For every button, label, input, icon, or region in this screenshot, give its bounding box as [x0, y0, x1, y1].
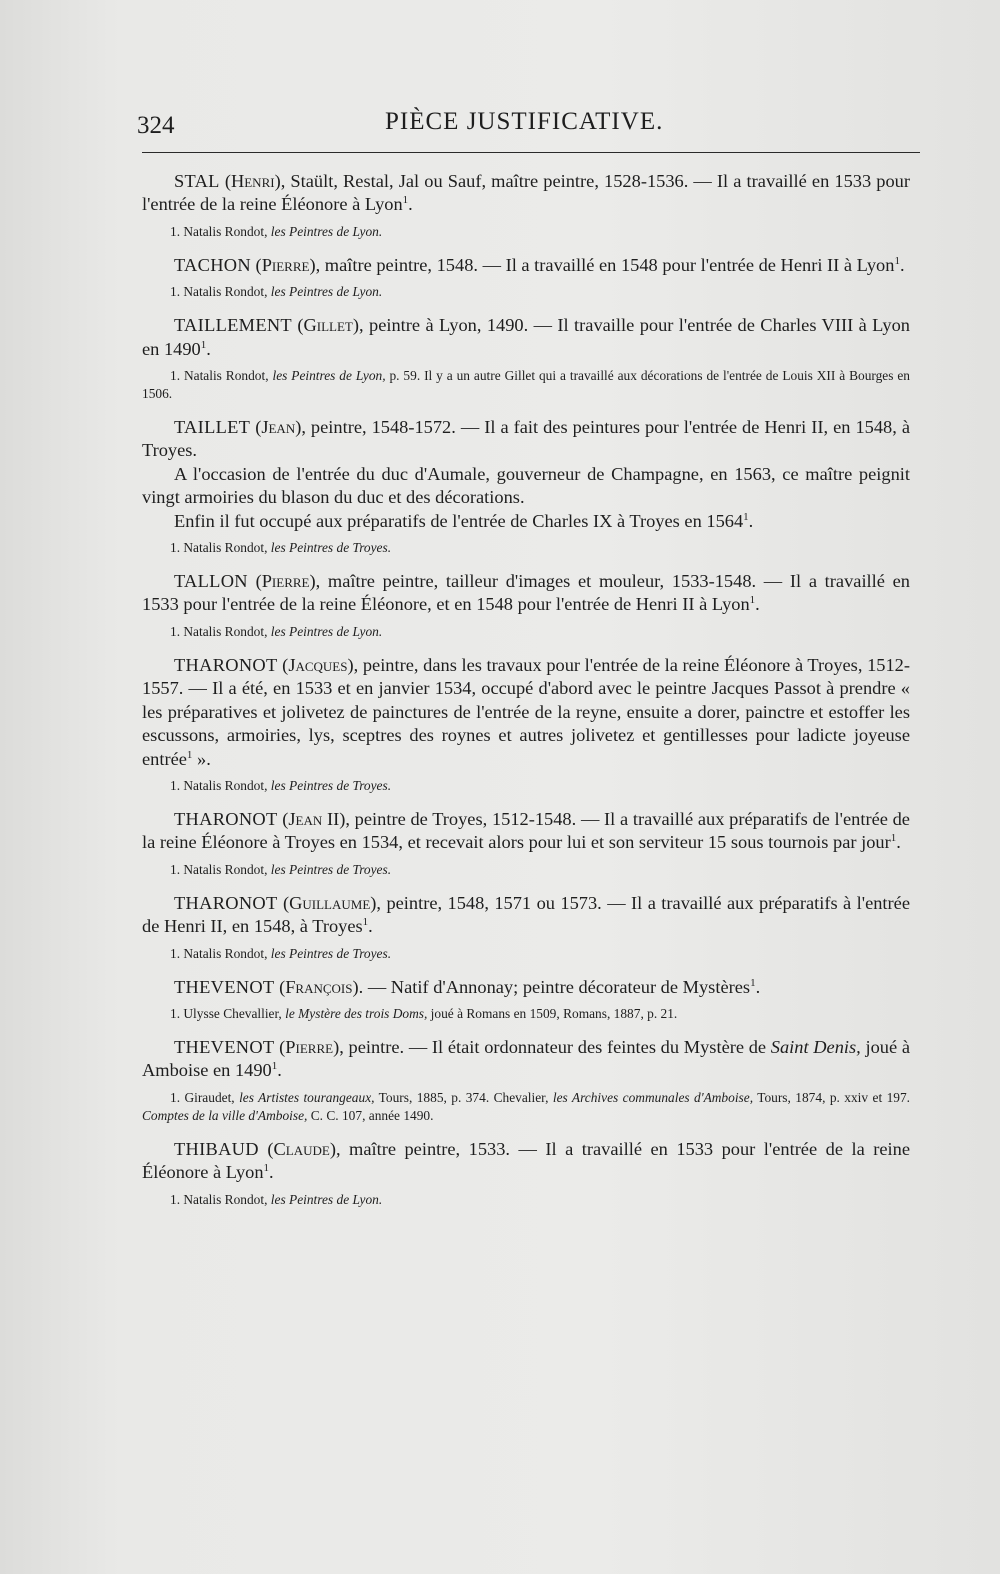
- entry-body: THARONOT (Guillaume), peintre, 1548, 1571 ou 1573. — Il a travaillé aux préparatifs à l'entrée de Henri II, en 1548, à Troyes$^1$.: [142, 892, 910, 937]
- running-title: PIÈCE JUSTIFICATIVE.: [385, 108, 664, 135]
- footnote-author: 1. Natalis Rondot,: [170, 861, 271, 877]
- entry-name: TACHON: [174, 254, 251, 275]
- entry-body: TAILLEMENT (Gillet), peintre à Lyon, 1490. — Il travaille pour l'entrée de Charles VIII à Lyon en 1490$^1$.: [142, 315, 910, 359]
- entry-taillet: [142, 416, 910, 557]
- footnote-ref: 1: [749, 594, 756, 607]
- entry-description-end: joué à Amboise en 1490: [142, 1036, 911, 1081]
- footnote-title-2: les Archives communales d'Amboise,: [552, 1089, 754, 1105]
- entry-description: , peintre de Troyes, 1512-1548. — Il a travaillé aux préparatifs de l'entrée de la reine Éléonore à Troyes en 1534, et recevait alors pour lui et son serviteur 15 sous tournois par jour: [142, 808, 910, 853]
- entry-firstname: Gillet: [303, 315, 353, 336]
- entry-firstname: Claude: [273, 1138, 330, 1159]
- footnote-ref: 1: [186, 748, 193, 761]
- entry-firstname: Henri: [230, 171, 275, 191]
- entry-thevenot-pierre: [142, 1036, 910, 1125]
- entry-period: .: [277, 1060, 282, 1081]
- entry-body: THARONOT (Jacques), peintre, dans les travaux pour l'entrée de la reine Éléonore à Troyes, 1512-1557. — Il a été, en 1533 et en janvier 1534, occupé d'abord avec le peintre Jacques Passot à prendre « les préparatives et jolivetez de painctures de l'entrée de la reyne, ensuite a dorer, painctre et estoffer les escussons, armoiries, lys, sceptres des roynes et autres jolivetez et gentillesses pour ladicte joyeuse entrée$^1$ ».: [142, 654, 910, 769]
- footnote-ref: 1: [271, 1060, 278, 1073]
- header-rule: [142, 152, 920, 153]
- entry-body: TALLON (Pierre), maître peintre, tailleur d'images et mouleur, 1533-1548. — Il a travaillé en 1533 pour l'entrée de la reine Éléonore, et en 1548 pour l'entrée de Henri II à Lyon$^1$.: [142, 571, 910, 615]
- footnote-author: 1. Natalis Rondot,: [170, 284, 271, 300]
- entries-list: [142, 170, 910, 1222]
- entry-description: , peintre à Lyon, 1490. — Il travaille pour l'entrée de Charles VIII à Lyon en 1490: [142, 315, 910, 359]
- footnote-title: les Peintres de Lyon,: [272, 368, 386, 384]
- entry-firstname: Jean II: [288, 808, 340, 829]
- footnote: [142, 223, 910, 241]
- entry-firstname: Guillaume: [289, 892, 371, 913]
- entry-description: , maître peintre, 1533. — Il a travaillé en 1533 pour l'entrée de la reine Éléonore à Lyon: [142, 1138, 910, 1183]
- footnote-detail: p. 59. Il y a un autre Gillet qui a travaillé aux décorations de l'entrée de Louis XII à Bourges en 1506.: [142, 368, 911, 402]
- entry-period: .: [755, 594, 760, 615]
- footnote-title: les Peintres de Lyon.: [270, 1191, 383, 1207]
- entry-name: THIBAUD: [174, 1138, 259, 1159]
- footnote-author: 1. Ulysse Chevallier,: [170, 1005, 286, 1021]
- entry-body: TACHON (Pierre), maître peintre, 1548. — Il a travaillé en 1548 pour l'entrée de Henri II à Lyon$^1$.: [174, 254, 905, 275]
- footnote-ref: 1: [894, 254, 900, 267]
- footnote-detail: joué à Romans en 1509, Romans, 1887, p. 21.: [427, 1005, 678, 1021]
- footnote-detail: Tours, 1885, p. 374. Chevalier,: [374, 1089, 553, 1105]
- entry-firstname: Jacques: [288, 654, 348, 675]
- entry-period: .: [899, 254, 905, 275]
- footnote-author: 1. Natalis Rondot,: [170, 368, 273, 384]
- entry-firstname: François: [285, 976, 353, 997]
- entry-body: THEVENOT (François). — Natif d'Annonay; peintre décorateur de Mystères$^1$.: [174, 976, 761, 997]
- entry-taillement: [142, 314, 910, 403]
- entry-firstname: Pierre: [285, 1036, 334, 1057]
- entry-body: THARONOT (Jean II), peintre de Troyes, 1512-1548. — Il a travaillé aux préparatifs de l'entrée de la reine Éléonore à Troyes en 1534, et recevait alors pour lui et son serviteur 15 sous tournois par jour$^1$.: [142, 808, 910, 853]
- entry-paragraph: [142, 510, 910, 533]
- footnote: [142, 1191, 910, 1209]
- entry-thevenot-francois: [142, 976, 910, 1023]
- footnote-ref: 1: [200, 338, 207, 351]
- entry-tallon: [142, 570, 910, 641]
- page-header: [137, 108, 918, 148]
- entry-body: STAL (Henri), Staült, Restal, Jal ou Sauf, maître peintre, 1528-1536. — Il a travaillé en 1533 pour l'entrée de la reine Éléonore à Lyon$^1$.: [142, 171, 910, 215]
- entry-body: THIBAUD (Claude), maître peintre, 1533. — Il a travaillé en 1533 pour l'entrée de la reine Éléonore à Lyon$^1$.: [142, 1138, 910, 1183]
- entry-paragraph-text: Enfin il fut occupé aux préparatifs de l'entrée de Charles IX à Troyes en 1564: [174, 510, 744, 531]
- entry-description: , peintre. — Il était ordonnateur des feintes du Mystère de: [339, 1036, 771, 1057]
- entry-thibaud: [142, 1138, 910, 1209]
- entry-name: THARONOT: [174, 808, 278, 829]
- entry-name: TAILLET: [174, 417, 251, 438]
- entry-name: THEVENOT: [174, 976, 275, 997]
- footnote: [142, 367, 910, 403]
- entry-period: .: [748, 510, 754, 531]
- entry-tachon: [142, 254, 910, 301]
- footnote-title-3: Comptes de la ville d'Amboise,: [142, 1107, 308, 1123]
- footnote-title: le Mystère des trois Doms,: [285, 1005, 428, 1021]
- footnote-author: 1. Natalis Rondot,: [170, 623, 271, 639]
- entry-period: .: [206, 338, 211, 359]
- entry-description: , maître peintre, tailleur d'images et mouleur, 1533-1548. — Il a travaillé en 1533 pour l'entrée de la reine Éléonore, et en 1548 pour l'entrée de Henri II à Lyon: [142, 571, 910, 615]
- entry-period: .: [755, 976, 761, 997]
- footnote-detail-2: Tours, 1874, p. xxiv et 197.: [753, 1089, 911, 1105]
- entry-tharonot-guillaume: [142, 892, 910, 963]
- entry-tharonot-jacques: [142, 654, 910, 795]
- entry-period: .: [368, 916, 373, 937]
- footnote-author: 1. Natalis Rondot,: [170, 1191, 271, 1207]
- footnote-ref: 1: [362, 916, 369, 928]
- footnote-ref: 1: [743, 510, 749, 523]
- entry-period: .: [269, 1162, 274, 1183]
- footnote-author: 1. Natalis Rondot,: [170, 945, 271, 961]
- entry-name: THARONOT: [174, 892, 278, 913]
- entry-stal: [142, 170, 910, 241]
- footnote-title: les Peintres de Lyon.: [270, 223, 383, 239]
- footnote: [142, 945, 910, 963]
- footnote-author: 1. Natalis Rondot,: [170, 223, 271, 239]
- entry-tharonot-jean: [142, 808, 910, 879]
- entry-firstname: Pierre: [261, 254, 310, 275]
- footnote-title: les Peintres de Lyon.: [270, 623, 383, 639]
- footnote: [142, 283, 910, 301]
- footnote: [142, 1089, 910, 1125]
- footnote-author: 1. Natalis Rondot,: [170, 777, 271, 793]
- entry-description: . — Natif d'Annonay; peintre décorateur de Mystères: [358, 976, 751, 997]
- entry-description: , maître peintre, 1548. — Il a travaillé en 1548 pour l'entrée de Henri II à Lyon: [315, 254, 895, 275]
- entry-body: TAILLET (Jean), peintre, 1548-1572. — Il a fait des peintures pour l'entrée de Henri II, en 1548, à Troyes.: [142, 417, 910, 461]
- footnote: [142, 861, 910, 879]
- entry-period: .: [408, 194, 413, 215]
- entry-description: , Staült, Restal, Jal ou Sauf, maître peintre, 1528-1536. — Il a travaillé en 1533 pour l'entrée de la reine Éléonore à Lyon: [142, 171, 910, 215]
- footnote: [142, 623, 910, 641]
- page-number: 324: [137, 112, 175, 139]
- footnote-ref: 1: [263, 1162, 270, 1175]
- footnote: [142, 1005, 910, 1023]
- footnote-title: les Peintres de Troyes.: [270, 861, 392, 877]
- entry-period: .: [896, 832, 901, 853]
- footnote-title: les Peintres de Troyes.: [270, 945, 392, 961]
- mystery-title: Saint Denis,: [770, 1036, 861, 1057]
- entry-name: STAL: [174, 171, 220, 191]
- footnote-title: les Peintres de Troyes.: [270, 540, 392, 556]
- entry-description: , peintre, dans les travaux pour l'entrée de la reine Éléonore à Troyes, 1512-1557. — Il a été, en 1533 et en janvier 1534, occupé d'abord avec le peintre Jacques Passot à prendre « les préparatives et jolivetez de painctures de l'entrée de la reyne, ensuite a dorer, painctre et estoffer les escussons, armoiries, lys, sceptres des roynes et autres jolivetez et gentillesses pour ladicte joyeuse entrée: [142, 654, 910, 769]
- footnote-title: les Peintres de Lyon.: [270, 284, 383, 300]
- footnote-ref: 1: [402, 194, 409, 207]
- footnote-detail-3: C. C. 107, année 1490.: [307, 1107, 434, 1123]
- entry-tail: ».: [192, 748, 211, 769]
- entry-body: THEVENOT (Pierre), peintre. — Il était ordonnateur des feintes du Mystère de Saint Denis, joué à Amboise en 1490$^1$.: [142, 1036, 911, 1081]
- footnote-ref: 1: [890, 832, 897, 845]
- entry-name: TAILLEMENT: [174, 315, 292, 336]
- footnote-ref: 1: [750, 976, 756, 989]
- footnote-title: les Artistes tourangeaux,: [239, 1089, 375, 1105]
- footnote-author: 1. Giraudet,: [170, 1089, 240, 1105]
- entry-description: , peintre, 1548-1572. — Il a fait des peintures pour l'entrée de Henri II, en 1548, à Troyes.: [142, 417, 910, 461]
- entry-name: THEVENOT: [174, 1036, 275, 1057]
- footnote: [142, 777, 910, 795]
- entry-description: , peintre, 1548, 1571 ou 1573. — Il a travaillé aux préparatifs à l'entrée de Henri II, en 1548, à Troyes: [142, 892, 910, 937]
- footnote-title: les Peintres de Troyes.: [270, 777, 392, 793]
- footnote: [142, 539, 910, 557]
- footnote-author: 1. Natalis Rondot,: [170, 540, 271, 556]
- entry-paragraph: A l'occasion de l'entrée du duc d'Aumale, gouverneur de Champagne, en 1563, ce maître peignit vingt armoiries du blason du duc et des décorations.: [142, 463, 910, 508]
- entry-name: THARONOT: [174, 654, 278, 675]
- entry-firstname: Pierre: [261, 571, 310, 592]
- entry-name: TALLON: [174, 571, 248, 592]
- entry-firstname: Jean: [261, 417, 296, 438]
